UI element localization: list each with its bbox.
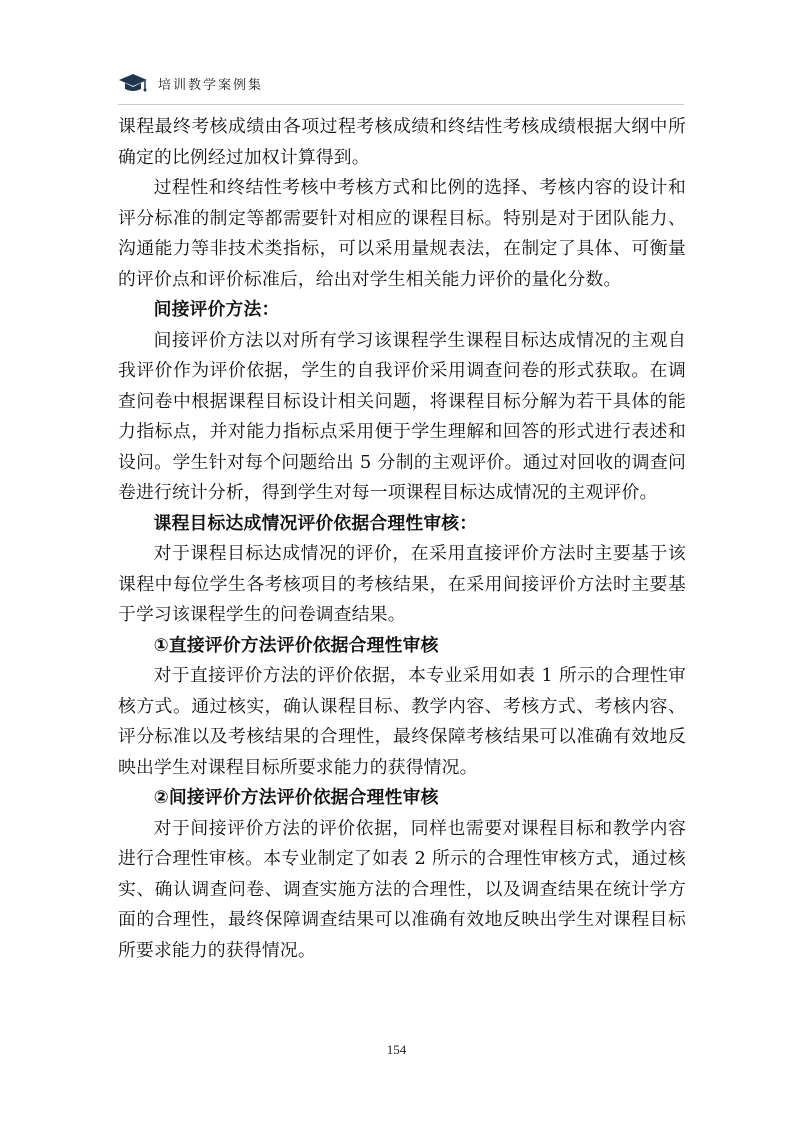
running-header: [118, 72, 263, 94]
paragraph-4: 对于课程目标达成情况的评价，在采用直接评价方法时主要基于该课程中每位学生各考核项目的考核结果，在采用间接评价方法时主要基于学习该课程学生的问卷调查结果。: [118, 543, 686, 625]
paragraph-5: 对于直接评价方法的评价依据，本专业采用如表 1 所示的合理性审核方式。通过核实，确认课程目标、教学内容、考核方式、考核内容、评分标准以及考核结果的合理性，最终保障考核结果可以准确有效地反映出学生对课程目标所要求能力的获得情况。: [118, 665, 686, 778]
paragraph-3: 间接评价方法以对所有学习该课程学生课程目标达成情况的主观自我评价作为评价依据，学生的自我评价采用调查问卷的形式获取。在调查问卷中根据课程目标设计相关问题，将课程目标分解为若干具体的能力指标点，并对能力指标点采用便于学生理解和回答的形式进行表述和设问。学生针对每个问题给出 5 分制的主观评价。通过对回收的调查问卷进行统计分析，得到学生对每一项课程目标达成情况的主观评价。: [118, 329, 686, 503]
graduation-cap-icon: [118, 72, 148, 94]
subheading-indirect-review: ②间接评价方法评价依据合理性审核: [153, 787, 439, 808]
section-heading-indirect-evaluation: 间接评价方法：: [153, 299, 280, 320]
section-heading-rationality-review: 课程目标达成情况评价依据合理性审核：: [153, 512, 478, 534]
header-title: 培训教学案例集: [158, 77, 264, 93]
subheading-direct-review: ①直接评价方法评价依据合理性审核: [153, 634, 439, 656]
page-body: [118, 112, 686, 966]
paragraph-1: 课程最终考核成绩由各项过程考核成绩和终结性考核成绩根据大纲中所确定的比例经过加权计算得到。: [118, 116, 686, 168]
header-divider: [118, 104, 684, 105]
page-number: 154: [386, 1042, 407, 1057]
paragraph-6: 对于间接评价方法的评价依据，同样也需要对课程目标和教学内容进行合理性审核。本专业制定了如表 2 所示的合理性审核方式，通过核实、确认调查问卷、调查实施方法的合理性，以及调查结果在统计学方面的合理性，最终保障调查结果可以准确有效地反映出学生对课程目标所要求能力的获得情况。: [118, 817, 686, 961]
paragraph-2: 过程性和终结性考核中考核方式和比例的选择、考核内容的设计和评分标准的制定等都需要针对相应的课程目标。特别是对于团队能力、沟通能力等非技术类指标，可以采用量规表法，在制定了具体、可衡量的评价点和评价标准后，给出对学生相关能力评价的量化分数。: [118, 177, 686, 290]
